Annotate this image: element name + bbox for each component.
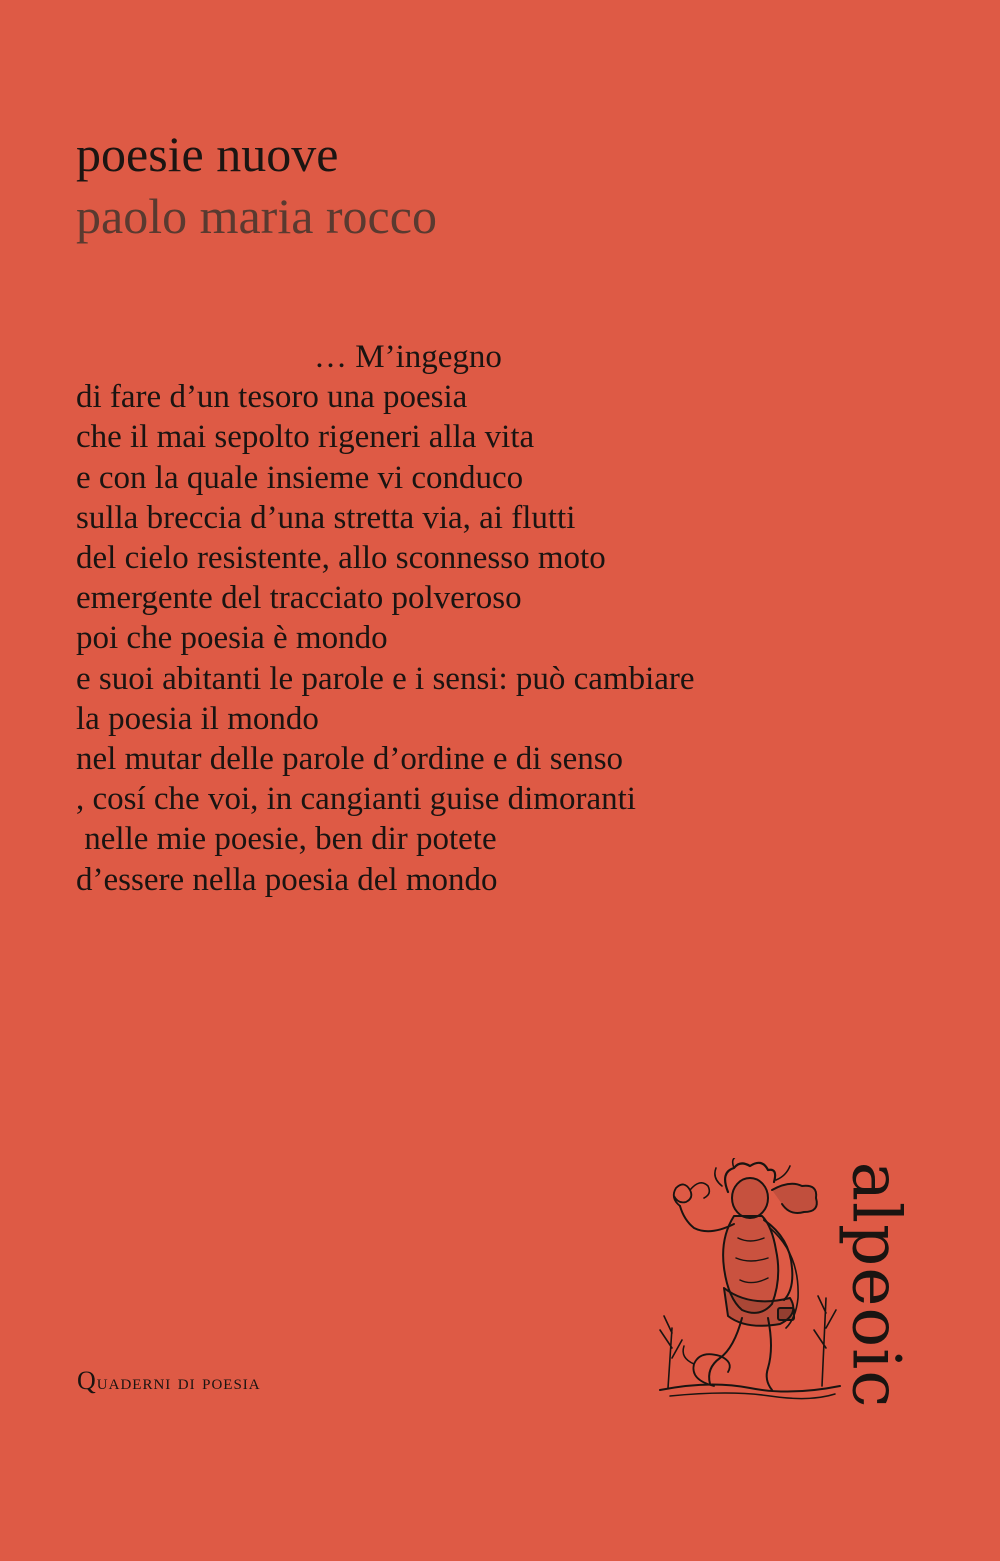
woodcut-figure-icon [650,1158,850,1403]
poem-line: … M’ingegno [314,339,502,375]
poem-line: sulla breccia d’una stretta via, ai flutti [76,499,576,536]
poem-line: e con la quale insieme vi conduco [76,459,524,496]
poem-line: , cosí che voi, in cangianti guise dimoranti [76,781,636,818]
poem-line: che il mai sepolto rigeneri alla vita [76,419,535,456]
poem-line: emergente del tracciato polveroso [76,580,522,617]
series-rest: uaderni di poesia [96,1369,261,1394]
poem-line: poi che poesia è mondo [76,620,388,657]
series-initial: Q [77,1366,97,1395]
poem-line: nel mutar delle parole d’ordine e di senso [76,741,624,778]
poem-line: e suoi abitanti le parole e i sensi: può cambiare [76,660,695,697]
poem-line: del cielo resistente, allo sconnesso moto [76,540,606,577]
book-title: poesie nuove [76,126,339,182]
publisher-logo-text: alpeoic [837,1161,915,1409]
series-name [77,1366,261,1396]
publisher-logo [826,1161,926,1409]
poem-line: di fare d’un tesoro una poesia [76,379,468,416]
poem-line: nelle mie poesie, ben dir potete [76,821,497,858]
poem-line: d’essere nella poesia del mondo [76,861,498,898]
poem-excerpt [76,337,695,900]
book-author: paolo maria rocco [76,188,437,244]
poem-line: la poesia il mondo [76,700,319,737]
